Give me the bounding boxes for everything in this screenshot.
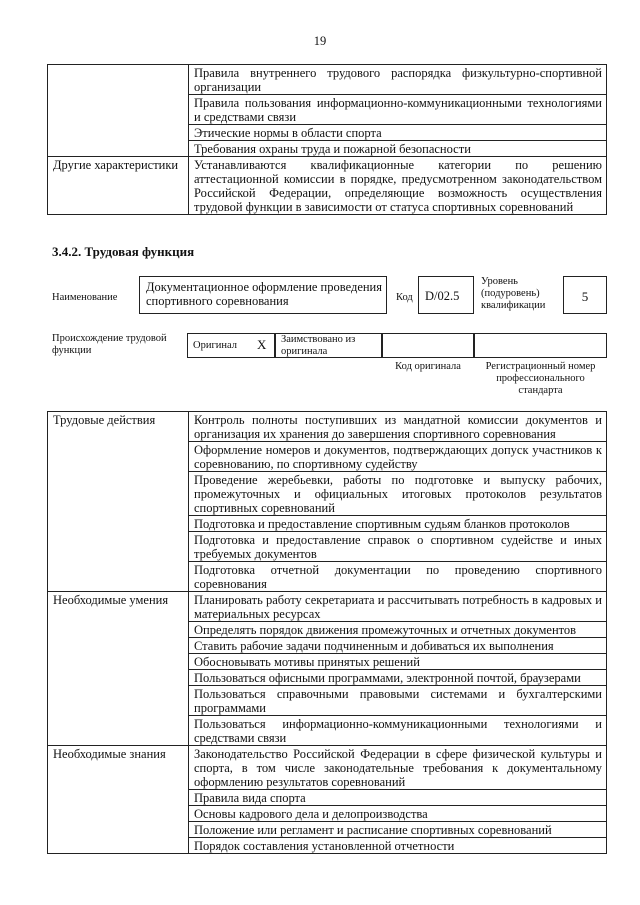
group-item: Пользоваться справочными правовыми системами и бухгалтерскими программами [189, 686, 607, 716]
group-item: Законодательство Российской Федерации в сфере физической культуры и спорта, в том числе законодательные требования к документальному оформлению результатов соревнований [189, 746, 607, 790]
group-item: Ставить рабочие задачи подчиненным и добиваться их выполнения [189, 638, 607, 654]
labor-function-table [47, 411, 607, 854]
level-label: Уровень (подуровень) квалификации [481, 276, 546, 311]
row-text: Этические нормы в области спорта [189, 125, 607, 141]
group-label: Необходимые знания [48, 746, 189, 854]
group-item: Подготовка и предоставление спортивным судьям бланков протоколов [189, 516, 607, 532]
row-label [48, 65, 189, 157]
function-name-box [139, 276, 387, 314]
code-original-label: Код оригинала [395, 361, 461, 372]
original-label: Оригинал [193, 340, 237, 351]
section-heading: 3.4.2. Трудовая функция [52, 244, 195, 259]
group-item: Пользоваться офисными программами, электронной почтой, браузерами [189, 670, 607, 686]
row-text: Устанавливаются квалификационные категории по решению аттестационной комиссии в порядке, предусмотренном законодательством Российской Федерации, определяющие возможность осуществления трудовой функции в зависимости от статуса спортивных соревнований [189, 157, 607, 215]
row-text: Правила пользования информационно-коммуникационными технологиями и средствами связи [189, 95, 607, 125]
table-row [48, 592, 607, 622]
origin-label: Происхождение трудовой функции [52, 333, 167, 356]
row-text: Требования охраны труда и пожарной безопасности [189, 141, 607, 157]
group-item: Подготовка отчетной документации по проведению спортивного соревнования [189, 562, 607, 592]
reg-number-cell [474, 333, 607, 358]
group-item: Пользоваться информационно-коммуникационными технологиями и средствами связи [189, 716, 607, 746]
function-code-box [418, 276, 474, 314]
group-item: Контроль полноты поступивших из мандатной комиссии документов и организация их хранения до завершения спортивного соревнования [189, 412, 607, 442]
level-value: 5 [581, 289, 589, 304]
group-item: Положение или регламент и расписание спортивных соревнований [189, 822, 607, 838]
level-box [563, 276, 607, 314]
table-row [48, 65, 607, 95]
borrowed-label: Заимствовано из оригинала [281, 334, 356, 357]
group-item: Планировать работу секретариата и рассчитывать потребность в кадровых и материальных ресурсах [189, 592, 607, 622]
group-item: Порядок составления установленной отчетности [189, 838, 607, 854]
table-row [48, 412, 607, 442]
function-name-value: Документационное оформление проведения спортивного соревнования [146, 280, 382, 308]
group-item: Проведение жеребьевки, работы по подготовке и выпуску рабочих, промежуточных и официальных итоговых протоколов результатов спортивных соревнований [189, 472, 607, 516]
function-code-value: D/02.5 [425, 289, 460, 303]
continued-characteristics-table [47, 64, 607, 215]
name-label: Наименование [52, 292, 118, 303]
code-label: Код [396, 292, 413, 303]
original-mark: X [257, 337, 267, 352]
group-item: Оформление номеров и документов, подтверждающих допуск участников к соревнованию, по спортивному судейству [189, 442, 607, 472]
table-row [48, 157, 607, 215]
row-label: Другие характеристики [48, 157, 189, 215]
group-item: Подготовка и предоставление справок о спортивном судействе и иных требуемых документов [189, 532, 607, 562]
reg-number-label: Регистрационный номер профессионального стандарта [485, 361, 596, 396]
group-label: Необходимые умения [48, 592, 189, 746]
page-number: 19 [313, 34, 327, 48]
code-original-cell [382, 333, 474, 358]
group-item: Основы кадрового дела и делопроизводства [189, 806, 607, 822]
table-row [48, 746, 607, 790]
group-item: Определять порядок движения промежуточных и отчетных документов [189, 622, 607, 638]
group-item: Обосновывать мотивы принятых решений [189, 654, 607, 670]
group-label: Трудовые действия [48, 412, 189, 592]
group-item: Правила вида спорта [189, 790, 607, 806]
row-text: Правила внутреннего трудового распорядка физкультурно-спортивной организации [189, 65, 607, 95]
